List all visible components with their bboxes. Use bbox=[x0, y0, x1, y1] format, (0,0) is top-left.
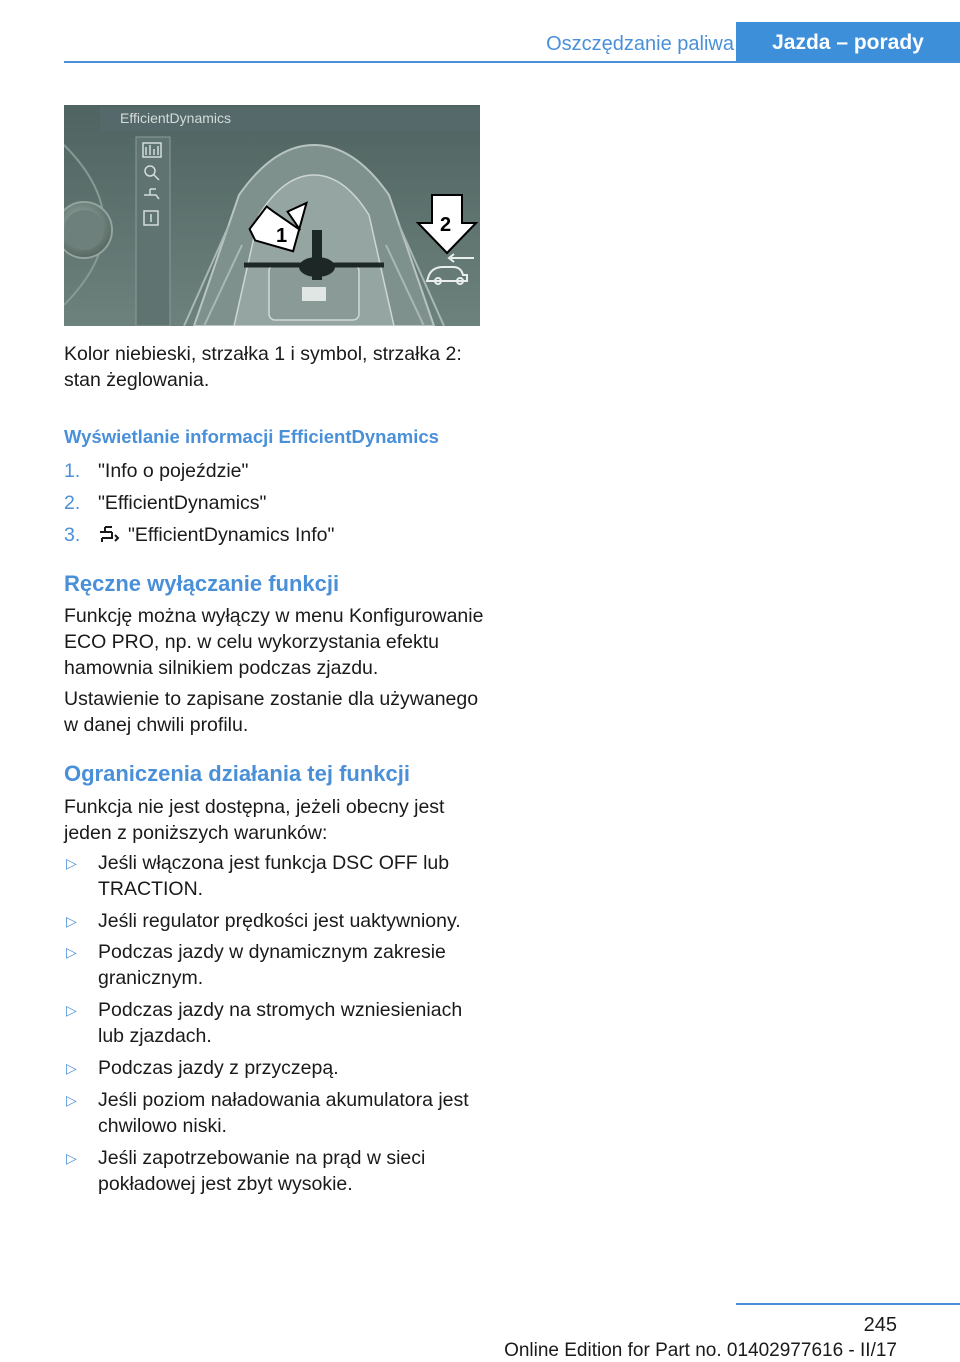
bullet-triangle-icon: ▷ bbox=[66, 1092, 77, 1108]
list-item bbox=[64, 1055, 484, 1081]
limits-section-heading: Ograniczenia działania tej funkcji bbox=[64, 761, 410, 786]
step-text: "EfficientDynamics" bbox=[98, 492, 267, 514]
list-item bbox=[64, 997, 484, 1049]
list-item-text: Jeśli poziom naładowania akumulatora jest chwilowo niski. bbox=[98, 1089, 469, 1137]
list-item bbox=[64, 908, 484, 934]
svg-text:2: 2 bbox=[440, 214, 452, 236]
step-number: 1. bbox=[64, 460, 81, 482]
limits-intro: Funkcja nie jest dostępna, jeżeli obecny jest jeden z poniższych warunków: bbox=[64, 796, 445, 844]
edition-note: Online Edition for Part no. 01402977616 - II/17 bbox=[504, 1340, 897, 1361]
list-item bbox=[64, 939, 484, 991]
manual-paragraph-2: Ustawienie to zapisane zostanie dla używanego w danej chwili profilu. bbox=[64, 688, 479, 736]
list-item-text: Podczas jazdy na stromych wzniesieniach lub zjazdach. bbox=[98, 999, 463, 1047]
bullet-triangle-icon: ▷ bbox=[66, 1150, 77, 1166]
list-item bbox=[64, 1087, 484, 1139]
header-chapter-tab: Jazda – porady bbox=[736, 22, 960, 62]
efficientdynamics-info-icon bbox=[98, 525, 120, 552]
list-item bbox=[64, 850, 484, 902]
bullet-triangle-icon: ▷ bbox=[66, 1060, 77, 1076]
step-number: 3. bbox=[64, 524, 81, 546]
header-section-title: Oszczędzanie paliwa bbox=[546, 33, 734, 55]
figure-caption: Kolor niebieski, strzałka 1 i symbol, strzałka 2: stan żeglowania. bbox=[64, 343, 462, 391]
list-item bbox=[64, 1145, 484, 1197]
bullet-triangle-icon: ▷ bbox=[66, 944, 77, 960]
manual-paragraph-1: Funkcję można wyłączy w menu Konfigurowanie ECO PRO, np. w celu wykorzystania efektu hamownia silnikiem podczas zjazdu. bbox=[64, 605, 484, 679]
screen-title: EfficientDynamics bbox=[120, 110, 232, 126]
display-section-heading: Wyświetlanie informacji EfficientDynamics bbox=[64, 426, 439, 447]
svg-text:1: 1 bbox=[276, 225, 288, 247]
list-item-text: Jeśli regulator prędkości jest uaktywniony. bbox=[98, 910, 461, 932]
step-number: 2. bbox=[64, 492, 81, 514]
step-text: "EfficientDynamics Info" bbox=[128, 524, 335, 546]
bullet-triangle-icon: ▷ bbox=[66, 913, 77, 929]
header-rule bbox=[64, 61, 960, 63]
list-item-text: Jeśli zapotrzebowanie na prąd w sieci pokładowej jest zbyt wysokie. bbox=[98, 1147, 426, 1195]
manual-section-heading: Ręczne wyłączanie funkcji bbox=[64, 571, 340, 596]
list-item-text: Podczas jazdy w dynamicznym zakresie granicznym. bbox=[98, 941, 446, 989]
list-item-text: Podczas jazdy z przyczepą. bbox=[98, 1057, 339, 1079]
step-text: "Info o pojeździe" bbox=[98, 460, 249, 482]
page-number: 245 bbox=[863, 1314, 897, 1336]
list-item-text: Jeśli włączona jest funkcja DSC OFF lub TRACTION. bbox=[98, 852, 450, 900]
bullet-triangle-icon: ▷ bbox=[66, 855, 77, 871]
footer-rule bbox=[736, 1303, 960, 1305]
efficientdynamics-display-figure bbox=[64, 105, 480, 326]
bullet-triangle-icon: ▷ bbox=[66, 1002, 77, 1018]
